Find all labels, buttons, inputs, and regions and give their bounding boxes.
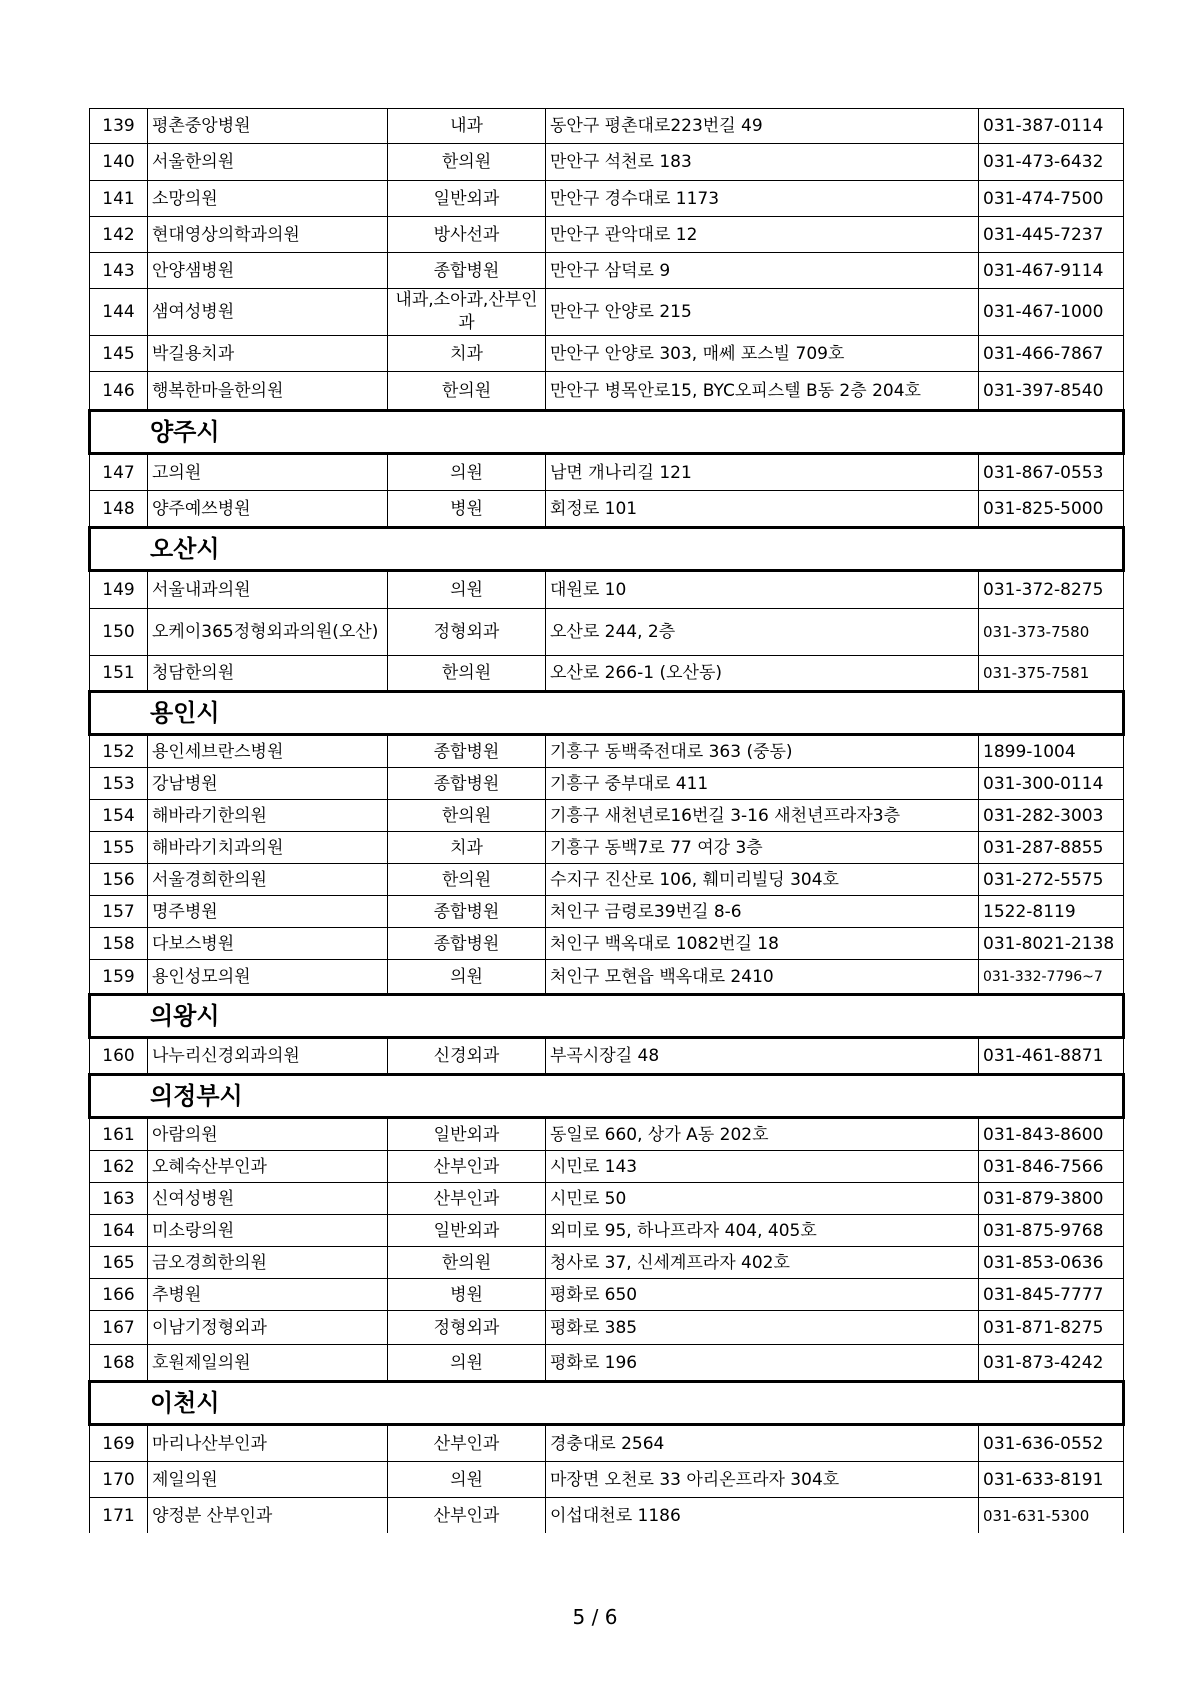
hospital-name: 호원제일의원 (148, 1345, 388, 1382)
region-name: 오산시 (90, 528, 1124, 571)
row-number: 166 (90, 1279, 148, 1311)
phone-number: 031-875-9768 (979, 1215, 1124, 1247)
address: 처인구 모현읍 백옥대로 2410 (546, 960, 979, 995)
department: 종합병원 (388, 735, 546, 768)
row-number: 171 (90, 1498, 148, 1534)
department: 정형외과 (388, 1311, 546, 1345)
address: 이섭대천로 1186 (546, 1498, 979, 1534)
row-number: 162 (90, 1151, 148, 1183)
address: 처인구 백옥대로 1082번길 18 (546, 928, 979, 960)
department: 산부인과 (388, 1498, 546, 1534)
phone-number: 031-397-8540 (979, 372, 1124, 411)
table-row (90, 1498, 1124, 1534)
row-number: 139 (90, 109, 148, 144)
address: 시민로 50 (546, 1183, 979, 1215)
hospital-name: 금오경희한의원 (148, 1247, 388, 1279)
department: 한의원 (388, 656, 546, 692)
address: 시민로 143 (546, 1151, 979, 1183)
phone-number: 031-372-8275 (979, 571, 1124, 609)
address: 수지구 진산로 106, 훼미리빌딩 304호 (546, 864, 979, 896)
hospital-name: 양정분 산부인과 (148, 1498, 388, 1534)
row-number: 147 (90, 454, 148, 491)
row-number: 160 (90, 1038, 148, 1075)
table-row (90, 491, 1124, 528)
hospital-name: 청담한의원 (148, 656, 388, 692)
table-row (90, 735, 1124, 768)
hospital-name: 제일의원 (148, 1462, 388, 1498)
table-row (90, 144, 1124, 181)
hospital-table (88, 108, 1125, 1533)
hospital-name: 미소랑의원 (148, 1215, 388, 1247)
table-row (90, 372, 1124, 411)
address: 기흥구 동백7로 77 여강 3층 (546, 832, 979, 864)
row-number: 152 (90, 735, 148, 768)
department: 한의원 (388, 800, 546, 832)
phone-number: 031-272-5575 (979, 864, 1124, 896)
row-number: 169 (90, 1425, 148, 1462)
table-row (90, 1215, 1124, 1247)
department: 종합병원 (388, 253, 546, 289)
phone-number: 031-387-0114 (979, 109, 1124, 144)
phone-number: 031-375-7581 (979, 656, 1124, 692)
row-number: 150 (90, 609, 148, 656)
phone-number: 031-373-7580 (979, 609, 1124, 656)
hospital-name: 다보스병원 (148, 928, 388, 960)
row-number: 157 (90, 896, 148, 928)
phone-number: 031-631-5300 (979, 1498, 1124, 1534)
department: 병원 (388, 1279, 546, 1311)
row-number: 142 (90, 217, 148, 253)
department: 일반외과 (388, 181, 546, 217)
phone-number: 031-473-6432 (979, 144, 1124, 181)
address: 처인구 금령로39번길 8-6 (546, 896, 979, 928)
hospital-name: 해바라기한의원 (148, 800, 388, 832)
hospital-name: 안양샘병원 (148, 253, 388, 289)
row-number: 149 (90, 571, 148, 609)
department: 방사선과 (388, 217, 546, 253)
address: 기흥구 중부대로 411 (546, 768, 979, 800)
address: 만안구 삼덕로 9 (546, 253, 979, 289)
phone-number: 031-445-7237 (979, 217, 1124, 253)
department: 종합병원 (388, 768, 546, 800)
address: 청사로 37, 신세계프라자 402호 (546, 1247, 979, 1279)
table-row (90, 1345, 1124, 1382)
address: 오산로 244, 2층 (546, 609, 979, 656)
row-number: 144 (90, 289, 148, 336)
row-number: 145 (90, 336, 148, 372)
table-row (90, 928, 1124, 960)
phone-number: 031-287-8855 (979, 832, 1124, 864)
address: 부곡시장길 48 (546, 1038, 979, 1075)
table-row (90, 656, 1124, 692)
region-header (90, 995, 1124, 1038)
address: 만안구 경수대로 1173 (546, 181, 979, 217)
hospital-name: 오케이365정형외과의원(오산) (148, 609, 388, 656)
table-row (90, 609, 1124, 656)
hospital-name: 명주병원 (148, 896, 388, 928)
hospital-name: 용인성모의원 (148, 960, 388, 995)
address: 회정로 101 (546, 491, 979, 528)
table-row (90, 1151, 1124, 1183)
department: 의원 (388, 1345, 546, 1382)
table-row (90, 1425, 1124, 1462)
row-number: 154 (90, 800, 148, 832)
phone-number: 031-633-8191 (979, 1462, 1124, 1498)
hospital-name: 행복한마을한의원 (148, 372, 388, 411)
address: 평화로 196 (546, 1345, 979, 1382)
department: 한의원 (388, 372, 546, 411)
region-header (90, 1075, 1124, 1118)
table-row (90, 1462, 1124, 1498)
hospital-name: 고의원 (148, 454, 388, 491)
phone-number: 031-636-0552 (979, 1425, 1124, 1462)
table-row (90, 289, 1124, 336)
table-row (90, 1183, 1124, 1215)
address: 평화로 650 (546, 1279, 979, 1311)
address: 평화로 385 (546, 1311, 979, 1345)
address: 만안구 관악대로 12 (546, 217, 979, 253)
region-header (90, 411, 1124, 454)
table-row (90, 454, 1124, 491)
phone-number: 031-467-1000 (979, 289, 1124, 336)
hospital-name: 아람의원 (148, 1118, 388, 1151)
department: 일반외과 (388, 1118, 546, 1151)
hospital-name: 서울내과의원 (148, 571, 388, 609)
row-number: 170 (90, 1462, 148, 1498)
hospital-name: 소망의원 (148, 181, 388, 217)
row-number: 148 (90, 491, 148, 528)
hospital-name: 오혜숙산부인과 (148, 1151, 388, 1183)
hospital-name: 해바라기치과의원 (148, 832, 388, 864)
region-header (90, 528, 1124, 571)
hospital-name: 서울한의원 (148, 144, 388, 181)
department: 의원 (388, 454, 546, 491)
hospital-name: 박길용치과 (148, 336, 388, 372)
hospital-name: 용인세브란스병원 (148, 735, 388, 768)
address: 오산로 266-1 (오산동) (546, 656, 979, 692)
department: 산부인과 (388, 1425, 546, 1462)
phone-number: 031-867-0553 (979, 454, 1124, 491)
table-row (90, 960, 1124, 995)
table-row (90, 181, 1124, 217)
phone-number: 031-846-7566 (979, 1151, 1124, 1183)
row-number: 161 (90, 1118, 148, 1151)
table-row (90, 109, 1124, 144)
hospital-name: 샘여성병원 (148, 289, 388, 336)
department: 신경외과 (388, 1038, 546, 1075)
hospital-name: 마리나산부인과 (148, 1425, 388, 1462)
row-number: 141 (90, 181, 148, 217)
table-row (90, 1038, 1124, 1075)
department: 산부인과 (388, 1183, 546, 1215)
table-row (90, 1279, 1124, 1311)
table-row (90, 832, 1124, 864)
department: 병원 (388, 491, 546, 528)
phone-number: 031-332-7796~7 (979, 960, 1124, 995)
phone-number: 031-853-0636 (979, 1247, 1124, 1279)
row-number: 164 (90, 1215, 148, 1247)
table-row (90, 1118, 1124, 1151)
table-row (90, 253, 1124, 289)
page-number: 5 / 6 (572, 1605, 618, 1629)
address: 기흥구 동백죽전대로 363 (중동) (546, 735, 979, 768)
department: 한의원 (388, 144, 546, 181)
hospital-name: 이남기정형외과 (148, 1311, 388, 1345)
region-name: 의왕시 (90, 995, 1124, 1038)
table-row (90, 571, 1124, 609)
table-row (90, 336, 1124, 372)
phone-number: 031-467-9114 (979, 253, 1124, 289)
hospital-name: 양주예쓰병원 (148, 491, 388, 528)
phone-number: 031-873-4242 (979, 1345, 1124, 1382)
phone-number: 031-466-7867 (979, 336, 1124, 372)
region-name: 이천시 (90, 1382, 1124, 1425)
department: 내과 (388, 109, 546, 144)
department: 종합병원 (388, 928, 546, 960)
table-row (90, 896, 1124, 928)
phone-number: 031-879-3800 (979, 1183, 1124, 1215)
phone-number: 031-461-8871 (979, 1038, 1124, 1075)
phone-number: 031-871-8275 (979, 1311, 1124, 1345)
region-header (90, 1382, 1124, 1425)
address: 만안구 안양로 303, 매쎄 포스빌 709호 (546, 336, 979, 372)
region-name: 용인시 (90, 692, 1124, 735)
row-number: 158 (90, 928, 148, 960)
table-row (90, 768, 1124, 800)
region-name: 의정부시 (90, 1075, 1124, 1118)
table-row (90, 217, 1124, 253)
hospital-name: 나누리신경외과의원 (148, 1038, 388, 1075)
address: 만안구 안양로 215 (546, 289, 979, 336)
address: 만안구 석천로 183 (546, 144, 979, 181)
table-row (90, 1311, 1124, 1345)
address: 만안구 병목안로15, BYC오피스텔 B동 2층 204호 (546, 372, 979, 411)
department: 치과 (388, 336, 546, 372)
table-row (90, 1247, 1124, 1279)
department: 치과 (388, 832, 546, 864)
row-number: 165 (90, 1247, 148, 1279)
address: 기흥구 새천년로16번길 3-16 새천년프라자3층 (546, 800, 979, 832)
department: 정형외과 (388, 609, 546, 656)
row-number: 159 (90, 960, 148, 995)
address: 외미로 95, 하나프라자 404, 405호 (546, 1215, 979, 1247)
phone-number: 031-474-7500 (979, 181, 1124, 217)
department: 종합병원 (388, 896, 546, 928)
row-number: 155 (90, 832, 148, 864)
phone-number: 1522-8119 (979, 896, 1124, 928)
row-number: 140 (90, 144, 148, 181)
address: 대원로 10 (546, 571, 979, 609)
department: 의원 (388, 571, 546, 609)
phone-number: 031-825-5000 (979, 491, 1124, 528)
region-name: 양주시 (90, 411, 1124, 454)
department: 내과,소아과,산부인과 (388, 289, 546, 336)
address: 경충대로 2564 (546, 1425, 979, 1462)
table-row (90, 800, 1124, 832)
department: 한의원 (388, 864, 546, 896)
hospital-name: 추병원 (148, 1279, 388, 1311)
department: 일반외과 (388, 1215, 546, 1247)
hospital-name: 현대영상의학과의원 (148, 217, 388, 253)
address: 동안구 평촌대로223번길 49 (546, 109, 979, 144)
department: 한의원 (388, 1247, 546, 1279)
hospital-name: 강남병원 (148, 768, 388, 800)
row-number: 167 (90, 1311, 148, 1345)
department: 의원 (388, 1462, 546, 1498)
department: 의원 (388, 960, 546, 995)
row-number: 168 (90, 1345, 148, 1382)
address: 마장면 오천로 33 아리온프라자 304호 (546, 1462, 979, 1498)
hospital-name: 서울경희한의원 (148, 864, 388, 896)
table-row (90, 864, 1124, 896)
phone-number: 031-8021-2138 (979, 928, 1124, 960)
row-number: 156 (90, 864, 148, 896)
row-number: 143 (90, 253, 148, 289)
phone-number: 1899-1004 (979, 735, 1124, 768)
hospital-table-body (90, 109, 1124, 1534)
address: 동일로 660, 상가 A동 202호 (546, 1118, 979, 1151)
phone-number: 031-843-8600 (979, 1118, 1124, 1151)
row-number: 151 (90, 656, 148, 692)
phone-number: 031-845-7777 (979, 1279, 1124, 1311)
department: 산부인과 (388, 1151, 546, 1183)
hospital-name: 평촌중앙병원 (148, 109, 388, 144)
row-number: 153 (90, 768, 148, 800)
address: 남면 개나리길 121 (546, 454, 979, 491)
row-number: 146 (90, 372, 148, 411)
row-number: 163 (90, 1183, 148, 1215)
region-header (90, 692, 1124, 735)
phone-number: 031-300-0114 (979, 768, 1124, 800)
phone-number: 031-282-3003 (979, 800, 1124, 832)
hospital-name: 신여성병원 (148, 1183, 388, 1215)
